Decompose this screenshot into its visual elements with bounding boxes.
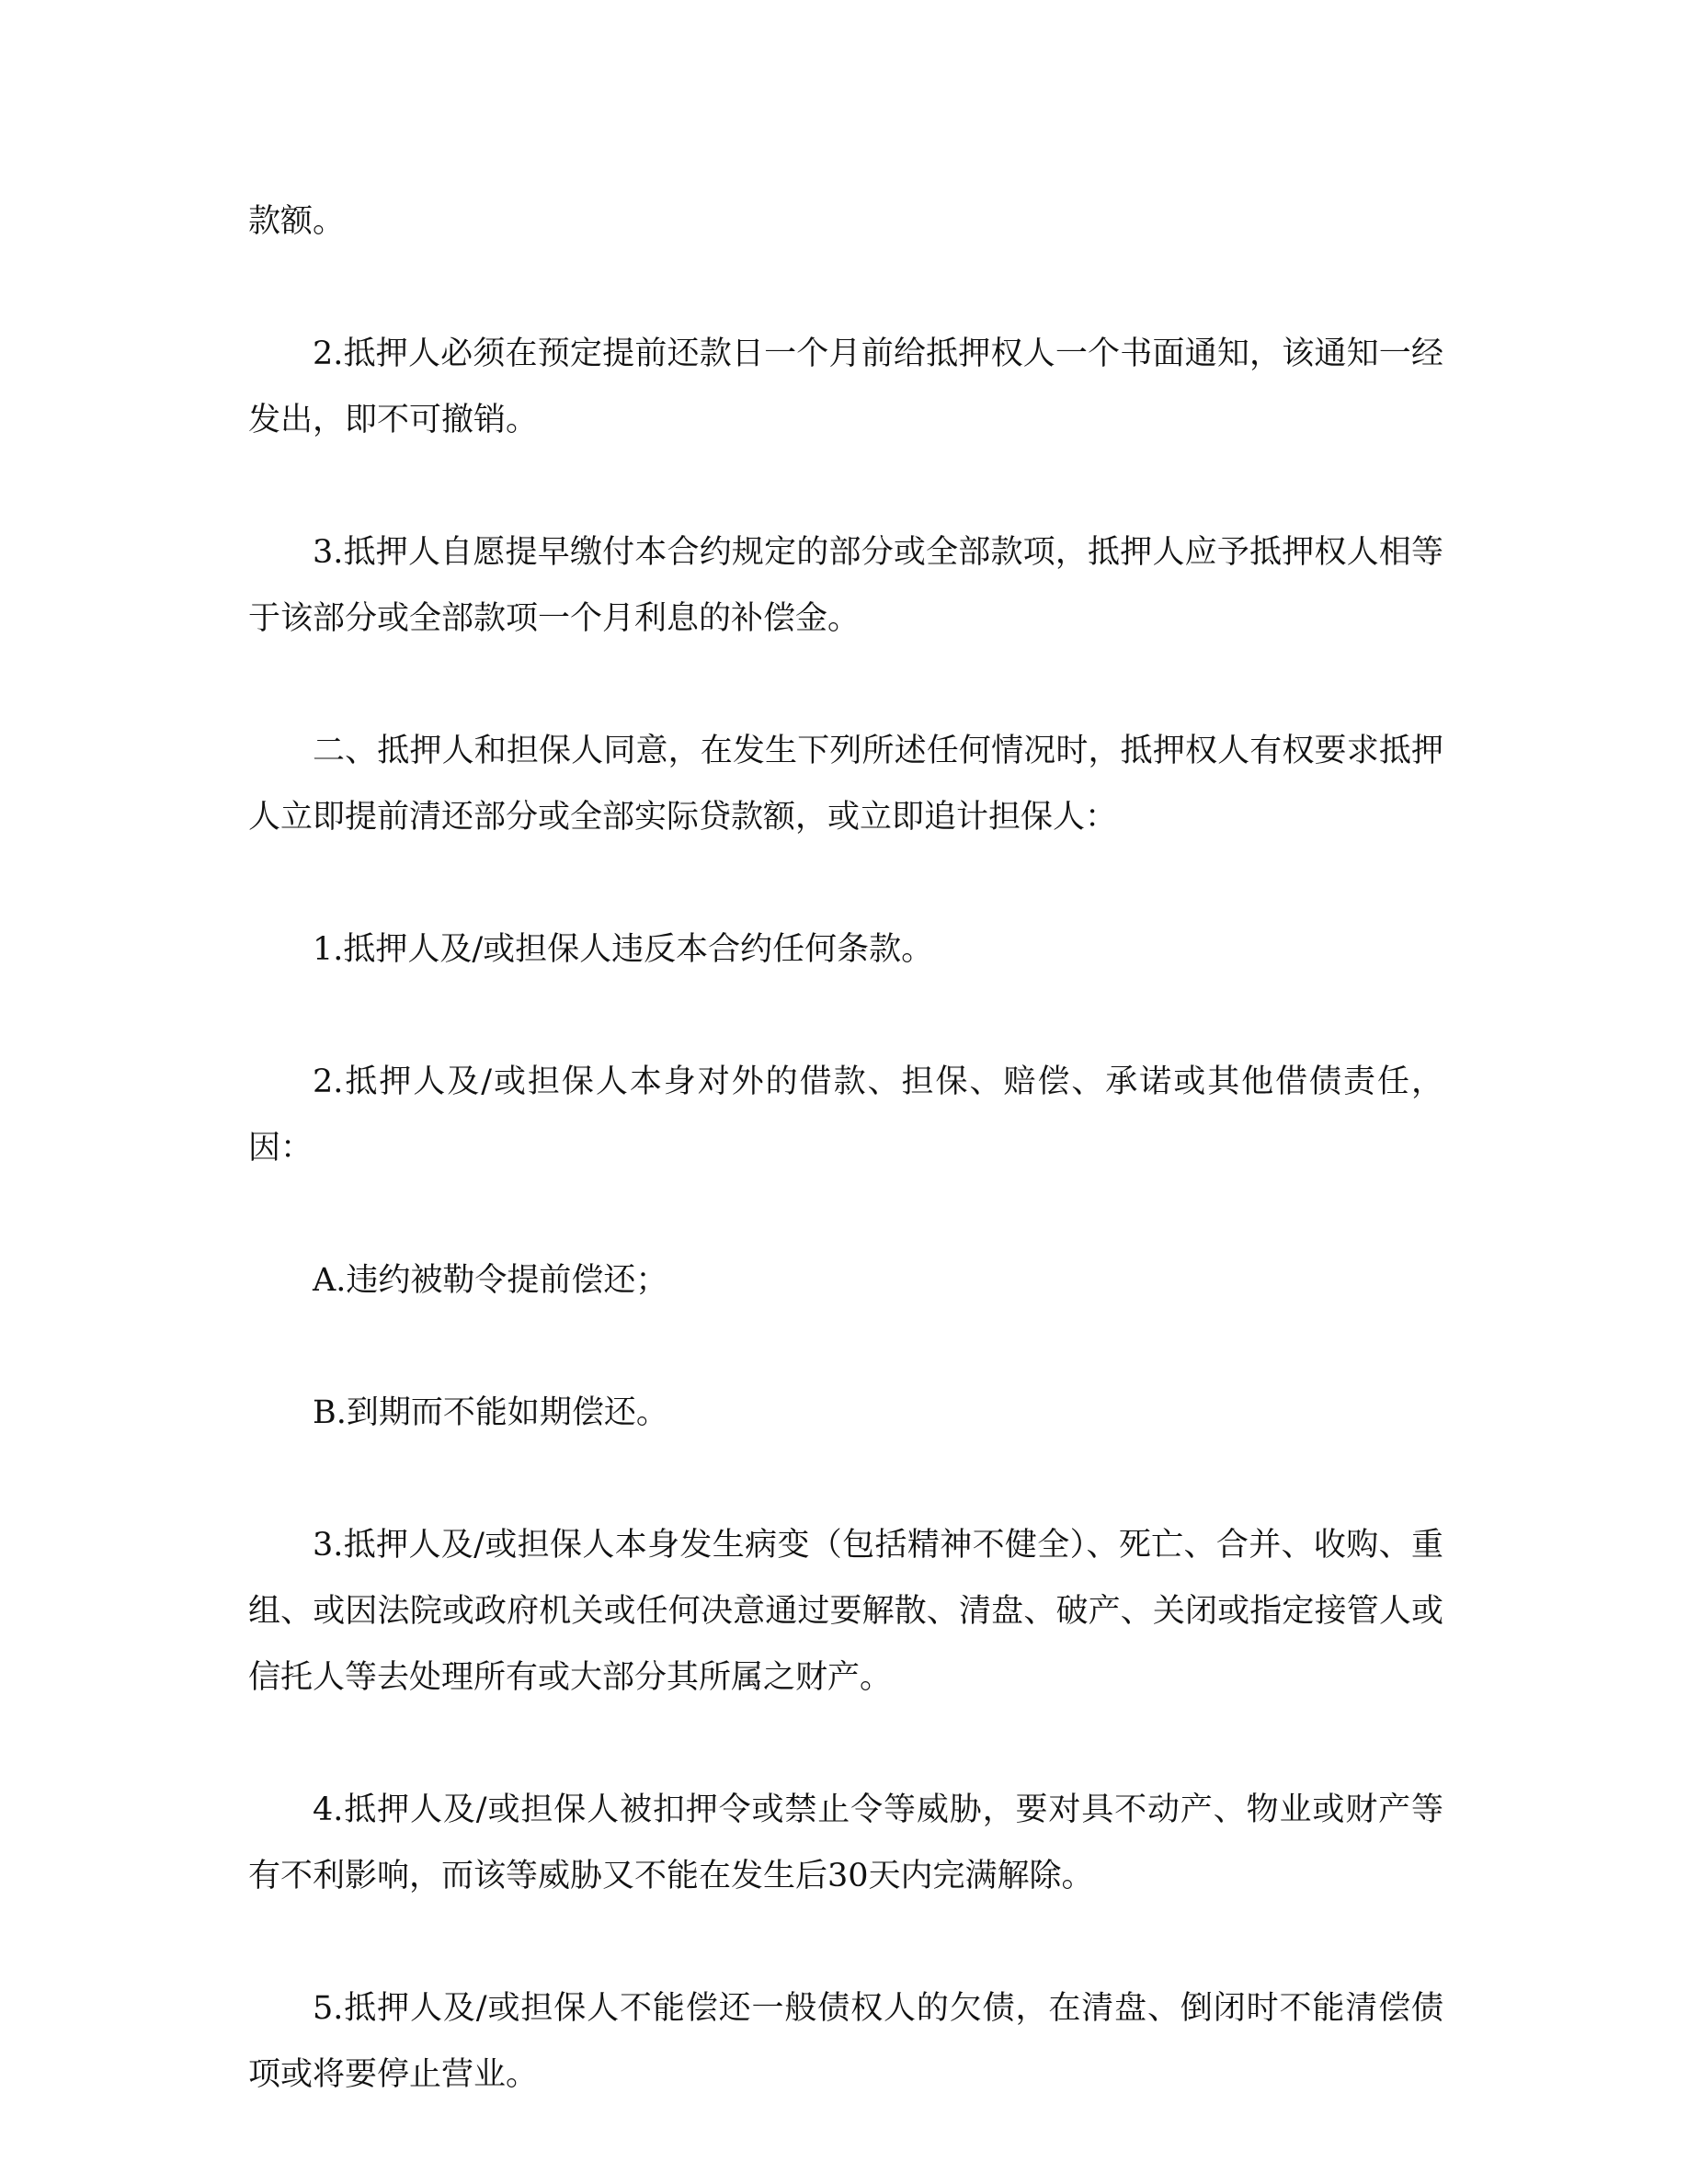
- paragraph-continuation: 款额。: [248, 203, 346, 240]
- paragraph-clause-1-3: 3.抵押人自愿提早缴付本合约规定的部分或全部款项，抵押人应予抵押权人相等于该部分或全部款项一个月利息的补偿金。: [248, 534, 1443, 637]
- paragraph-clause-2-2-b: B.到期而不能如期偿还。: [313, 1394, 668, 1431]
- paragraph-clause-1-2: 2.抵押人必须在预定提前还款日一个月前给抵押权人一个书面通知，该通知一经发出，即不可撤销。: [248, 336, 1443, 438]
- paragraph-clause-2-3: 3.抵押人及/或担保人本身发生病变（包括精神不健全）、死亡、合并、收购、重组、或因法院或政府机关或任何决意通过要解散、清盘、破产、关闭或指定接管人或信托人等去处理所有或大部分其所属之财产。: [248, 1527, 1443, 1696]
- document-page: [248, 188, 1443, 2174]
- paragraph-clause-2-4: 4.抵押人及/或担保人被扣押令或禁止令等威胁，要对具不动产、物业或财产等有不利影响，而该等威胁又不能在发生后30天内完满解除。: [248, 1792, 1443, 1894]
- paragraph-clause-2-1: 1.抵押人及/或担保人违反本合约任何条款。: [313, 931, 934, 968]
- paragraph-clause-2-2: 2.抵押人及/或担保人本身对外的借款、担保、赔偿、承诺或其他借债责任，因：: [248, 1064, 1443, 1166]
- paragraph-clause-2-2-a: A.违约被勒令提前偿还；: [313, 1262, 668, 1299]
- paragraph-section-2-heading: 二、抵押人和担保人同意，在发生下列所述任何情况时，抵押权人有权要求抵押人立即提前清还部分或全部实际贷款额，或立即追计担保人：: [248, 733, 1443, 836]
- paragraph-clause-2-5: 5.抵押人及/或担保人不能偿还一般债权人的欠债，在清盘、倒闭时不能清偿债项或将要停止营业。: [248, 1990, 1443, 2093]
